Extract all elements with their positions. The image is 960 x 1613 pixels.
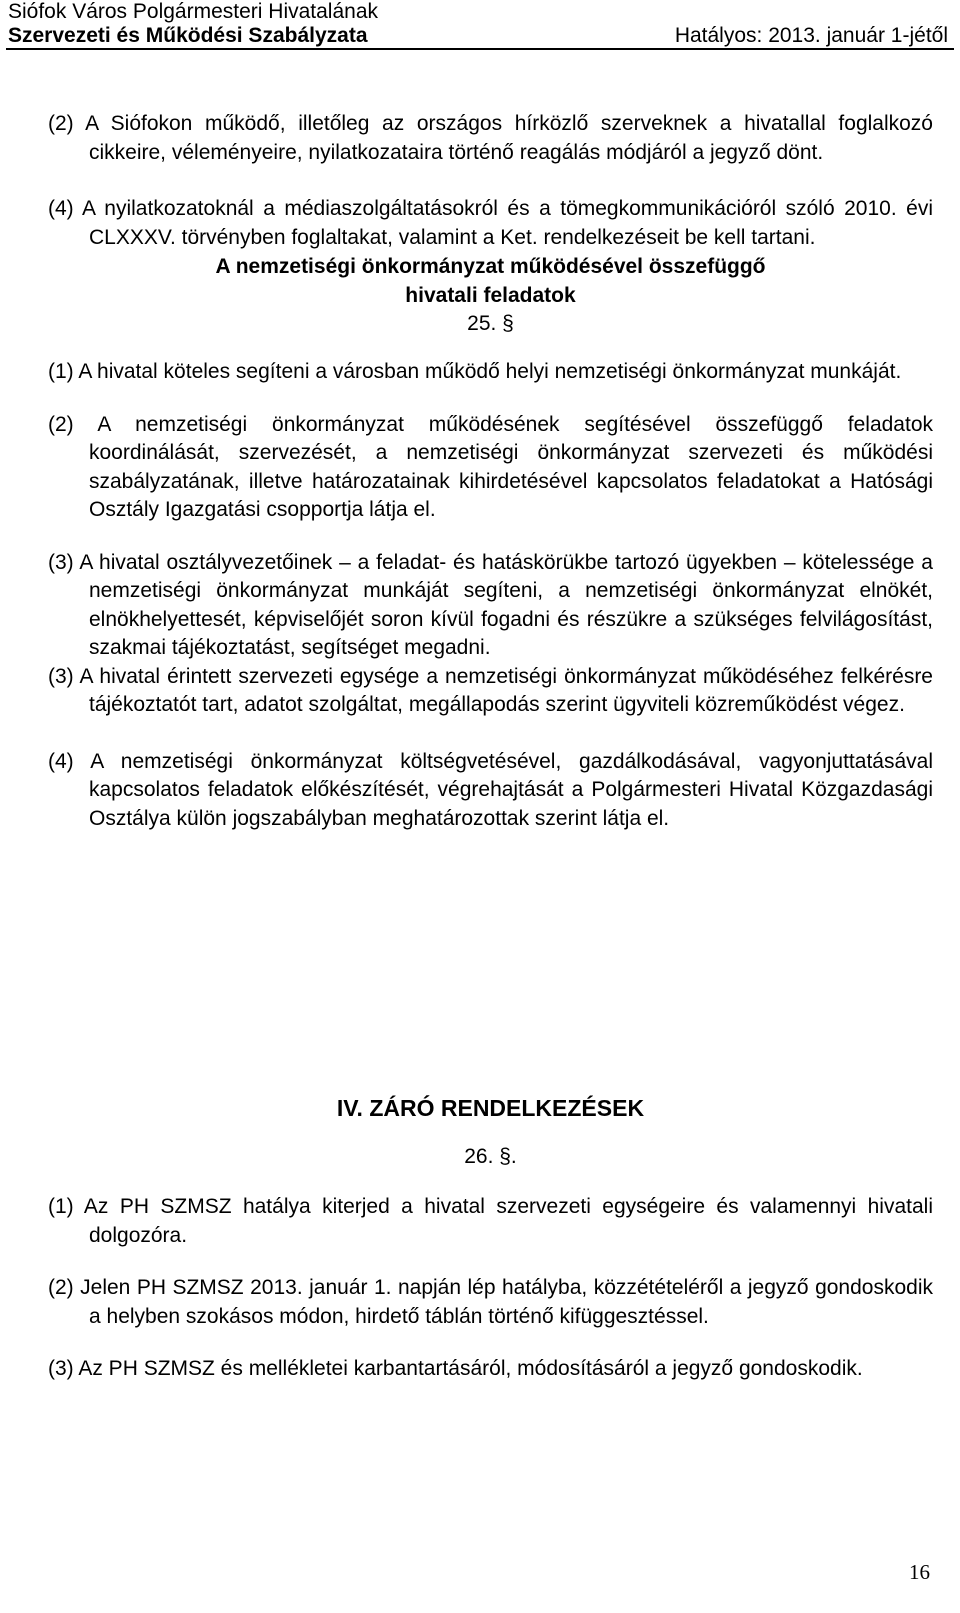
section-heading-line1: A nemzetiségi önkormányzat működésével összefüggő bbox=[215, 255, 766, 278]
page-header bbox=[6, 0, 954, 50]
paragraph-25-3a: (3) A hivatal osztályvezetőinek – a feladat- és hatáskörükbe tartozó ügyekben – kötelessége a nemzetiségi önkormányzat munkáját segíteni, a nemzetiségi önkormányzat elnökét, elnökhelyettesét, képviselőjét soron kívül fogadni és részükre a szükséges felvilágosítást, szakmai tájékoztatást, segítséget megadni. bbox=[48, 550, 933, 659]
section-number-26: 26. §. bbox=[464, 1145, 517, 1168]
closing-section bbox=[48, 1093, 933, 1384]
section-number-25: 25. § bbox=[467, 312, 514, 335]
paragraph-26-2: (2) Jelen PH SZMSZ 2013. január 1. napján lép hatályba, közzétételéről a jegyző gondoskodik a helyben szokásos módon, hirdető táblán történő kifüggesztéssel. bbox=[48, 1276, 933, 1328]
header-document-title: Szervezeti és Működési Szabályzata bbox=[8, 24, 368, 47]
paragraph-24-4: (4) A nyilatkozatoknál a médiaszolgáltatásokról és a tömegkommunikációról szóló 2010. évi CLXXXV. törvényben foglaltakat, valamint a Ket. rendelkezéseit be kell tartani. bbox=[48, 197, 933, 249]
document-body bbox=[48, 110, 933, 833]
paragraph-25-1: (1) A hivatal köteles segíteni a városban működő helyi nemzetiségi önkormányzat munkáját. bbox=[48, 360, 902, 383]
header-effective-date: Hatályos: 2013. január 1-jétől bbox=[674, 24, 948, 47]
paragraph-24-2: (2) A Siófokon működő, illetőleg az országos hírközlő szerveknek a hivatallal foglalkozó cikkeire, véleményeire, nyilatkozataira történő reagálás módjáról a jegyző dönt. bbox=[48, 112, 933, 164]
section-heading-line2: hivatali feladatok bbox=[405, 284, 576, 307]
paragraph-25-3b: (3) A hivatal érintett szervezeti egysége a nemzetiségi önkormányzat működéséhez felkérésre tájékoztatót tart, adatot szolgáltat, megállapodás szerint ügyviteli közreműködést végez. bbox=[48, 664, 933, 716]
paragraph-25-2: (2) A nemzetiségi önkormányzat működésének segítésével összefüggő feladatok koordinálását, szervezését, a nemzetiségi önkormányzat szervezeti és működési szabályzatának, illetve határozatainak kihirdetésével kapcsolatos feladatokat a Hatósági Osztály Igazgatási csopportja látja el. bbox=[48, 412, 933, 521]
paragraph-25-4: (4) A nemzetiségi önkormányzat költségvetésével, gazdálkodásával, vagyonjuttatásával kapcsolatos feladatok előkészítését, végrehajtását a Polgármesteri Hivatal Közgazdasági Osztálya külön jogszabályban meghatározottak szerint látja el. bbox=[48, 749, 933, 830]
paragraph-26-3: (3) Az PH SZMSZ és mellékletei karbantartásáról, módosításáról a jegyző gondoskodik. bbox=[48, 1357, 863, 1380]
chapter-title: IV. ZÁRÓ RENDELKEZÉSEK bbox=[336, 1095, 645, 1121]
page-number: 16 bbox=[909, 1560, 930, 1584]
header-organization: Siófok Város Polgármesteri Hivatalának bbox=[8, 0, 379, 23]
paragraph-26-1: (1) Az PH SZMSZ hatálya kiterjed a hivatal szervezeti egységeire és valamennyi hivatali dolgozóra. bbox=[48, 1195, 933, 1247]
